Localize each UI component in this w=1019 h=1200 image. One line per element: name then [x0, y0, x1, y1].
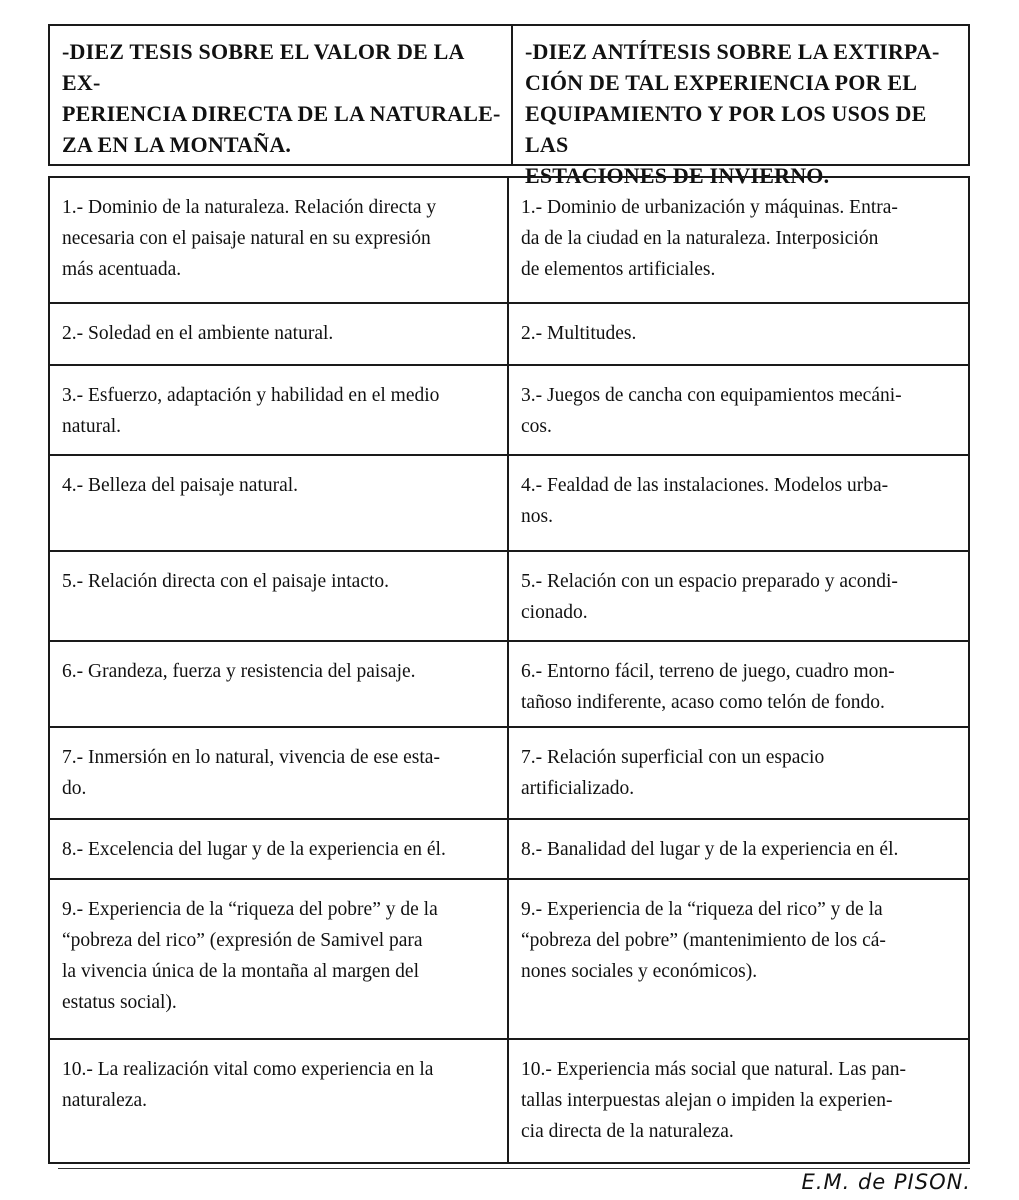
thesis-cell: 2.- Soledad en el ambiente natural.: [50, 304, 509, 364]
table-row: [50, 820, 968, 880]
antithesis-cell: 7.- Relación superficial con un espacio artificializado.: [521, 747, 825, 799]
antithesis-cell: 3.- Juegos de cancha con equipamientos mecáni- cos.: [521, 385, 902, 437]
thesis-cell: 8.- Excelencia del lugar y de la experiencia en él.: [50, 820, 509, 878]
table-row: [50, 1040, 968, 1162]
table-row: [50, 642, 968, 728]
author-signature: E.M. de PISON.: [801, 1170, 971, 1194]
thesis-cell: 4.- Belleza del paisaje natural.: [50, 456, 509, 550]
thesis-cell: 9.- Experiencia de la “riqueza del pobre” y de la “pobreza del rico” (expresión de Samivel para la vivencia única de la montaña al margen del estatus social).: [50, 880, 509, 1038]
thesis-cell: 1.- Dominio de la naturaleza. Relación directa y necesaria con el paisaje natural en su expresión más acentuada.: [50, 178, 509, 302]
thesis-cell: 6.- Grandeza, fuerza y resistencia del paisaje.: [50, 642, 509, 726]
header-table: [48, 24, 970, 188]
thesis-cell: 3.- Esfuerzo, adaptación y habilidad en el medio natural.: [50, 366, 509, 454]
table-row: [50, 304, 968, 366]
thesis-cell: 7.- Inmersión en lo natural, vivencia de ese esta- do.: [50, 728, 509, 818]
table-row: [50, 456, 968, 552]
antithesis-header: -DIEZ ANTÍTESIS SOBRE LA EXTIRPA- CIÓN DE TAL EXPERIENCIA POR EL EQUIPAMIENTO Y POR LOS USOS DE LAS ESTACIONES DE INVIERNO.: [525, 39, 940, 188]
thesis-cell: 10.- La realización vital como experiencia en la naturaleza.: [50, 1040, 509, 1162]
comparison-table: [48, 176, 970, 1164]
antithesis-cell: 4.- Fealdad de las instalaciones. Modelos urba- nos.: [521, 475, 889, 527]
antithesis-cell: 9.- Experiencia de la “riqueza del rico” y de la “pobreza del pobre” (mantenimiento de los cá- nones sociales y económicos).: [521, 899, 886, 982]
footer-rule: [58, 1168, 970, 1169]
antithesis-cell: 5.- Relación con un espacio preparado y acondi- cionado.: [521, 571, 898, 623]
antithesis-cell: 6.- Entorno fácil, terreno de juego, cuadro mon- tañoso indiferente, acaso como telón de fondo.: [521, 661, 895, 713]
table-row: [50, 728, 968, 820]
table-row: [50, 178, 968, 304]
thesis-cell: 5.- Relación directa con el paisaje intacto.: [50, 552, 509, 640]
antithesis-cell: 8.- Banalidad del lugar y de la experiencia en él.: [521, 839, 899, 860]
antithesis-cell: 10.- Experiencia más social que natural. Las pan- tallas interpuestas alejan o impiden la experien- cia directa de la naturaleza.: [521, 1059, 906, 1142]
antithesis-cell: 2.- Multitudes.: [521, 323, 637, 344]
table-row: [50, 880, 968, 1040]
thesis-header: -DIEZ TESIS SOBRE EL VALOR DE LA EX- PERIENCIA DIRECTA DE LA NATURALE- ZA EN LA MONTAÑA.: [50, 26, 513, 164]
table-row: [50, 552, 968, 642]
table-row: [50, 366, 968, 456]
antithesis-cell: 1.- Dominio de urbanización y máquinas. Entra- da de la ciudad en la naturaleza. Interposición de elementos artificiales.: [521, 197, 898, 280]
